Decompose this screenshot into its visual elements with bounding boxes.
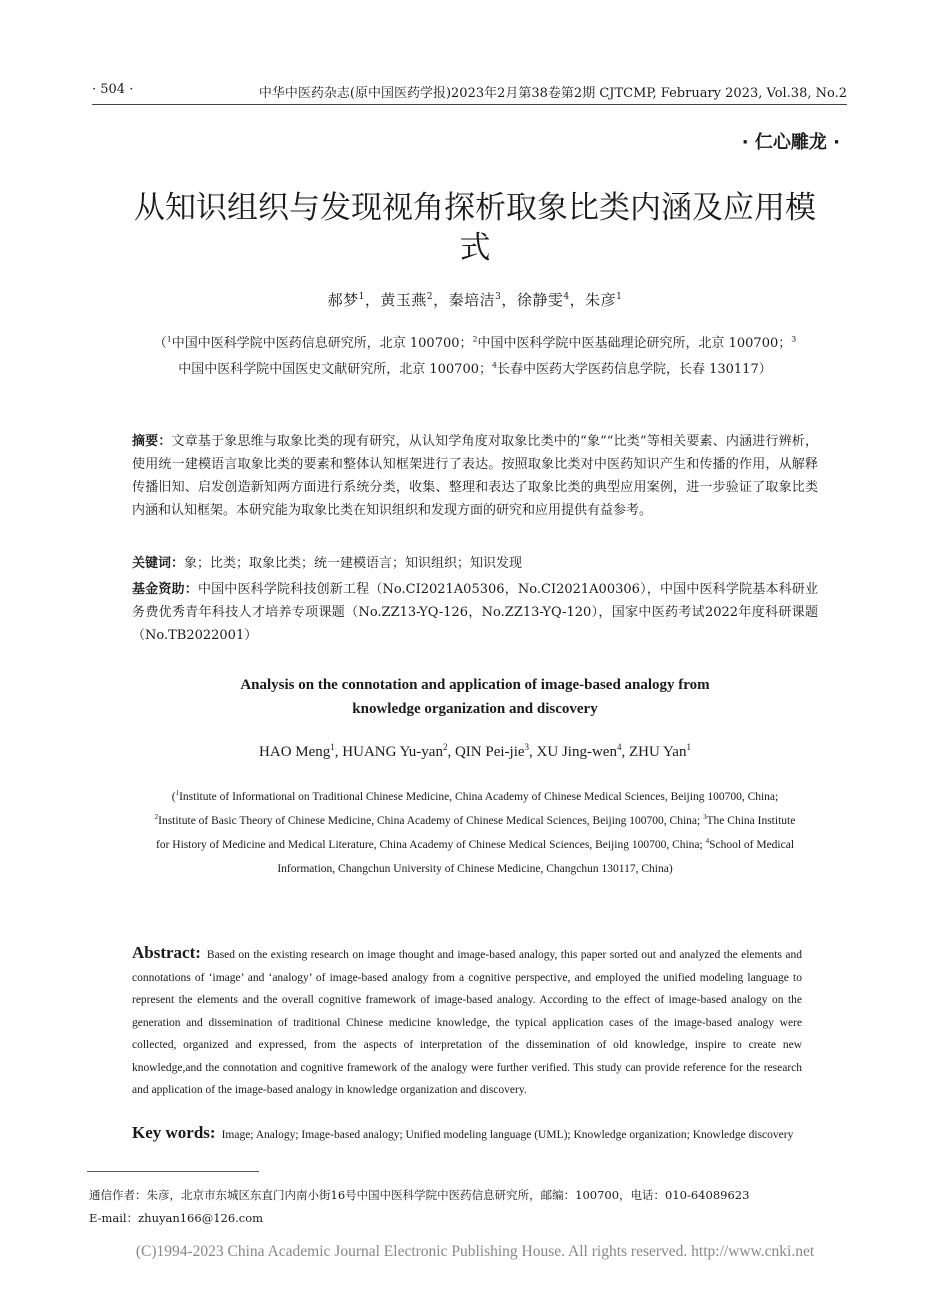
author-affil-mark: 1 [358, 292, 365, 302]
author-affil-mark: 2 [426, 292, 434, 302]
header-rule [92, 104, 847, 105]
affil-mark: 1 [175, 790, 180, 798]
author-name: 郝梦 [327, 291, 359, 309]
keywords-en-text: Image; Analogy; Image-based analogy; Unified modeling language (UML); Knowledge organization; Knowledge discovery [221, 1129, 794, 1141]
affil-open-paren: ( [171, 791, 176, 803]
affil-mark: 2 [154, 814, 159, 822]
copyright-line: (C)1994-2023 China Academic Journal Electronic Publishing House. All rights reserved. http://www.cnki.net [135, 1243, 815, 1260]
journal-header: 中华中医药杂志(原中国医药学报)2023年2月第38卷第2期 CJTCMP, February 2023, Vol.38, No.2 [258, 86, 847, 101]
affil-text: The China Institute for History of Medicine and Medical Literature, China Academy of Chinese Medical Sciences, Beijing 100700, China; [155, 815, 796, 851]
affiliations-en [150, 785, 800, 881]
author-affil-mark: 1 [616, 292, 623, 302]
affil-text: Institute of Informational on Traditional Chinese Medicine, China Academy of Chinese Medical Sciences, Beijing 100700, China; [179, 791, 779, 803]
author-affil-mark: 4 [563, 292, 570, 302]
page-number: · 504 · [92, 82, 134, 97]
affil-mark: 3 [703, 814, 707, 822]
author-affil-mark: 3 [524, 742, 530, 752]
affil-text: School of Medical Information, Changchun University of Chinese Medicine, Changchun 130117, China [277, 839, 795, 875]
affil-mark: 3 [791, 334, 797, 344]
affil-text: 长春中医药大学医药信息学院，长春 130117 [496, 362, 759, 377]
author-affil-mark: 3 [495, 292, 502, 302]
authors-cn: 郝梦$^1$，黄玉燕$^2$，秦培洁$^3$，徐静雯$^4$，朱彦$^1$ [327, 291, 623, 309]
keywords-en [132, 1122, 802, 1147]
author-name: HUANG Yu-yan [342, 744, 443, 760]
title-cn: 从知识组织与发现视角探析取象比类内涵及应用模式 [134, 190, 816, 266]
author-name: 徐静雯 [516, 291, 564, 309]
affil-text: 中国中医科学院中医药信息研究所，北京 100700； [171, 336, 473, 351]
affil-text: Institute of Basic Theory of Chinese Medicine, China Academy of Chinese Medical Sciences, Beijing 100700, China; [158, 815, 704, 827]
keywords-en-label: Key words: [132, 1123, 216, 1142]
authors-en: HAO Meng$^1$, HUANG Yu-yan$^2$, QIN Pei-jie$^3$, XU Jing-wen$^4$, ZHU Yan$^1$ [259, 742, 691, 760]
author-name: XU Jing-wen [536, 744, 617, 760]
author-affil-mark: 2 [442, 742, 448, 752]
affil-mark: 4 [492, 360, 497, 370]
author-name: 黄玉燕 [380, 291, 427, 309]
affil-open-paren: （ [153, 336, 167, 351]
funding-cn-text: 中国中医科学院科技创新工程（No.CI2021A05306，No.CI2021A00306），中国中医科学院基本科研业务费优秀青年科技人才培养专项课题（No.ZZ13-YQ-126，No.ZZ13-YQ-120），国家中医药考试2022年度科研课题（No.TB2022001） [132, 582, 818, 643]
affil-close-paren: ） [758, 362, 772, 377]
abstract-en-text: Based on the existing research on image thought and image-based analogy, this paper sorted out and analyzed the elements and connotations of ‘image’ and ‘analogy’ of image-based analogy from a cognitive perspective, and employed the unified modeling language to represent the elements and the overall cognitive framework of image-based analogy. According to the effect of image-based analogy on the generation and dissemination of traditional Chinese medicine knowledge, the typical application cases of the image-based analogy were collected, organized and expressed, from the aspects of interpretation of the dissemination of old knowledge, inspire to create new knowledge,and the connotation and cognitive framework of the analogy were further verified. This study can provide reference for the research and application of the image-based analogy in knowledge organization and discovery. [132, 949, 802, 1096]
keywords-cn-label: 关键词： [132, 556, 185, 571]
keywords-cn-text: 象；比类；取象比类；统一建模语言；知识组织；知识发现 [184, 556, 523, 571]
author-name: HAO Meng [259, 744, 331, 760]
abstract-en-label: Abstract: [132, 943, 201, 962]
author-name: 朱彦 [585, 291, 617, 309]
title-en-line-1: Analysis on the connotation and application of image-based analogy from [240, 677, 710, 693]
funding-cn-label: 基金资助： [132, 582, 198, 597]
author-affil-mark: 1 [686, 742, 691, 752]
abstract-en [132, 942, 802, 1102]
title-en [120, 673, 830, 721]
author-affil-mark: 4 [616, 742, 622, 752]
affiliations-cn [150, 331, 800, 383]
keywords-cn [132, 552, 818, 575]
author-name: QIN Pei-jie [454, 744, 525, 760]
affil-mark: 4 [705, 838, 710, 846]
author-affil-mark: 1 [330, 742, 335, 752]
affil-mark: 1 [166, 334, 172, 344]
affil-text: 中国中医科学院中医基础理论研究所，北京 100700； [477, 336, 792, 351]
abstract-cn [132, 430, 818, 522]
abstract-cn-label: 摘要： [132, 434, 172, 449]
footnote-email: E-mail：zhuyan166@126.com [89, 1211, 264, 1225]
footnote-correspondence: 通信作者：朱彦，北京市东城区东直门内南小街16号中国中医科学院中医药信息研究所，邮编：100700，电话：010-64089623 [89, 1188, 750, 1202]
column-tag: · 仁心雕龙 · [741, 132, 840, 153]
affil-mark: 2 [472, 334, 478, 344]
abstract-cn-text: 文章基于象思维与取象比类的现有研究，从认知学角度对取象比类中的“象”“比类”等相关要素、内涵进行辨析，使用统一建模语言取象比类的要素和整体认知框架进行了表达。按照取象比类对中医药知识产生和传播的作用，从解释传播旧知、启发创造新知两方面进行系统分类，收集、整理和表达了取象比类的典型应用案例，进一步验证了取象比类内涵和认知框架。本研究能为取象比类在知识组织和发现方面的研究和应用提供有益参考。 [132, 434, 818, 518]
affil-close-paren: ) [668, 863, 673, 875]
author-name: 秦培洁 [448, 291, 496, 309]
funding-cn [132, 578, 818, 647]
author-name: ZHU Yan [628, 744, 687, 760]
footnote-rule [87, 1171, 259, 1172]
title-en-line-2: knowledge organization and discovery [352, 701, 598, 717]
affil-text: 中国中医科学院中国医史文献研究所，北京 100700； [178, 362, 492, 377]
